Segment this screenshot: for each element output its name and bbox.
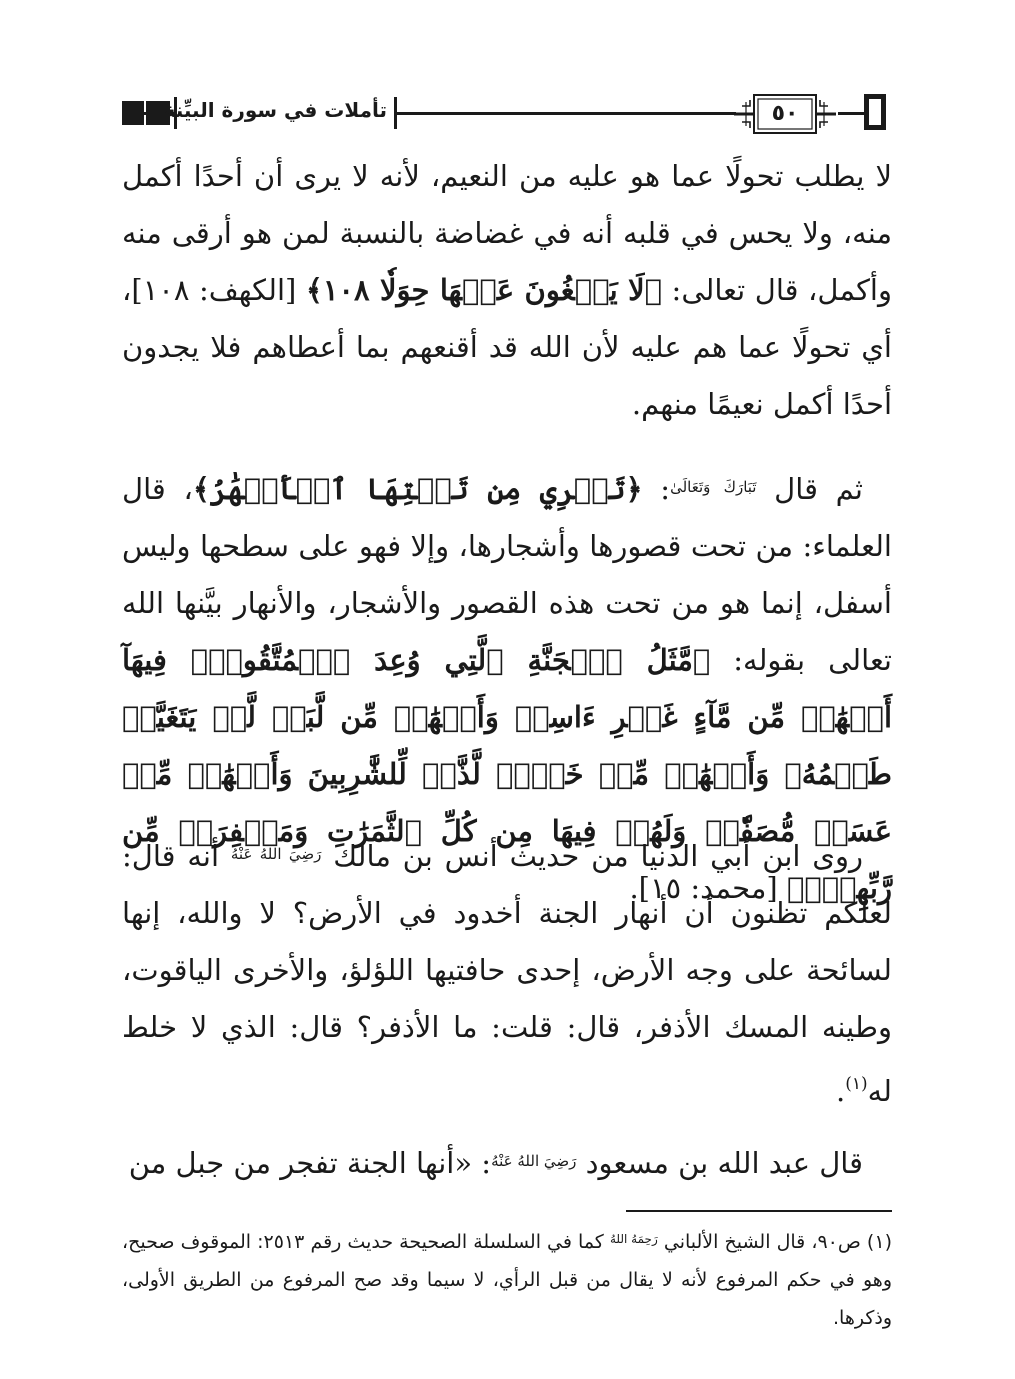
- p4-text-b: : «أنها الجنة تفجر من جبل من: [128, 1146, 492, 1180]
- paragraph-1: [122, 148, 892, 433]
- p2-text-a: ثم قال: [756, 472, 863, 506]
- p2-text-c: ، قال العلماء: من تحت قصورها وأشجارها، وإلا فهو على سطحها وليس أسفل، إنما هو من تحت هذه القصور والأشجار، والأنهار بيَّنها الله تعالى بقوله:: [122, 472, 893, 677]
- p2-text-b: :: [642, 472, 671, 506]
- header-rule-right: [838, 112, 866, 115]
- page-header: [122, 88, 892, 140]
- header-rule-long: [394, 112, 736, 115]
- honorific-radiallahu-2: رَضِيَ اللهُ عَنْهُ: [491, 1152, 577, 1170]
- quran-verse-muhammad: ﴿مَّثَلُ ٱلۡجَنَّةِ ٱلَّتِي وُعِدَ ٱلۡمُتَّقُونَۖ فِيهَآ أَنۡهَٰرٞ مِّن مَّآءٍ غَيۡرِ ءَاسِنٖ وَأَنۡهَٰرٞ مِّن لَّبَنٖ لَّمۡ يَتَغَيَّرۡ طَعۡمُهُۥ وَأَنۡهَٰرٞ مِّنۡ خَمۡرٖ لَّذَّةٖ لِّلشَّٰرِبِينَ وَأَنۡهَٰرٞ مِّنۡ عَسَلٖ مُّصَفّٗىۖ وَلَهُمۡ فِيهَا مِن كُلِّ ٱلثَّمَرَٰتِ وَمَغۡفِرَةٞ مِّن رَّبِّهِمۡۖ﴾: [122, 643, 892, 905]
- footnote-text-a: (١) ص٩٠، قال الشيخ الألباني: [657, 1231, 892, 1253]
- page-number-frame: [732, 90, 838, 138]
- paragraph-3: [122, 826, 892, 1120]
- header-end-box: [864, 94, 886, 130]
- header-left-block: [122, 101, 144, 125]
- honorific-tabarak: تَبَارَكَ وَتَعَالَىٰ: [670, 478, 757, 496]
- quran-verse-kahf: ﴿لَا يَبۡغُونَ عَنۡهَا حِوَلٗا ١٠٨﴾: [305, 273, 663, 307]
- footnote-reference[interactable]: (١): [845, 1074, 868, 1094]
- p1-text-a: لا يطلب تحولًا عما هو عليه من النعيم، لأنه لا يرى أن أحدًا أكمل منه، ولا يحس في قلبه أنه في غضاضة بالنسبة لمن هو أرقى منه وأكمل، قال تعالى:: [122, 159, 892, 307]
- p4-text-a: قال عبد الله بن مسعود: [576, 1146, 863, 1180]
- footnote: [122, 1220, 892, 1337]
- page-number: ٥٠: [771, 101, 799, 126]
- footnote-text-b: كما في السلسلة الصحيحة حديث رقم ٢٥١٣: الموقوف صحيح، وهو في حكم المرفوع لأنه لا يقال من قبل الرأي، لا سيما وقد صح المرفوع من الطريق الأولى، وذكرها.: [122, 1231, 892, 1329]
- footnote-separator: [626, 1210, 892, 1212]
- paragraph-4: [122, 1133, 892, 1192]
- honorific-rahimahullah: رَحِمَهُ اللهُ: [609, 1232, 658, 1246]
- p3-text-a: روى ابن أبي الدنيا من حديث أنس بن مالك: [321, 839, 863, 873]
- p3-text-c: .: [835, 1074, 846, 1108]
- p1-text-b: [الكهف: ١٠٨]، أي تحولًا عما هم عليه لأن الله قد أقنعهم بما أعطاهم فلا يجدون أحدًا أكمل نعيمًا منهم.: [122, 273, 892, 421]
- quran-verse-rivers: ﴿تَجۡرِي مِن تَحۡتِهَا ٱلۡأَنۡهَٰرُ﴾: [192, 472, 643, 506]
- p3-text-b: أنه قال: لعلكم تظنون أن أنهار الجنة أخدود في الأرض؟ لا والله، إنها لسائحة على وجه الأرض، إحدى حافتيها اللؤلؤ، والأخرى الياقوت، وطينه المسك الأذفر، قال: قلت: ما الأذفر؟ قال: الذي لا خلط له: [122, 839, 892, 1108]
- p2-text-d: [محمد: ١٥].: [629, 871, 787, 905]
- book-title: تأملات في سورة البيِّنة: [163, 98, 387, 122]
- honorific-radiallahu: رَضِيَ اللهُ عَنْهُ: [230, 845, 322, 863]
